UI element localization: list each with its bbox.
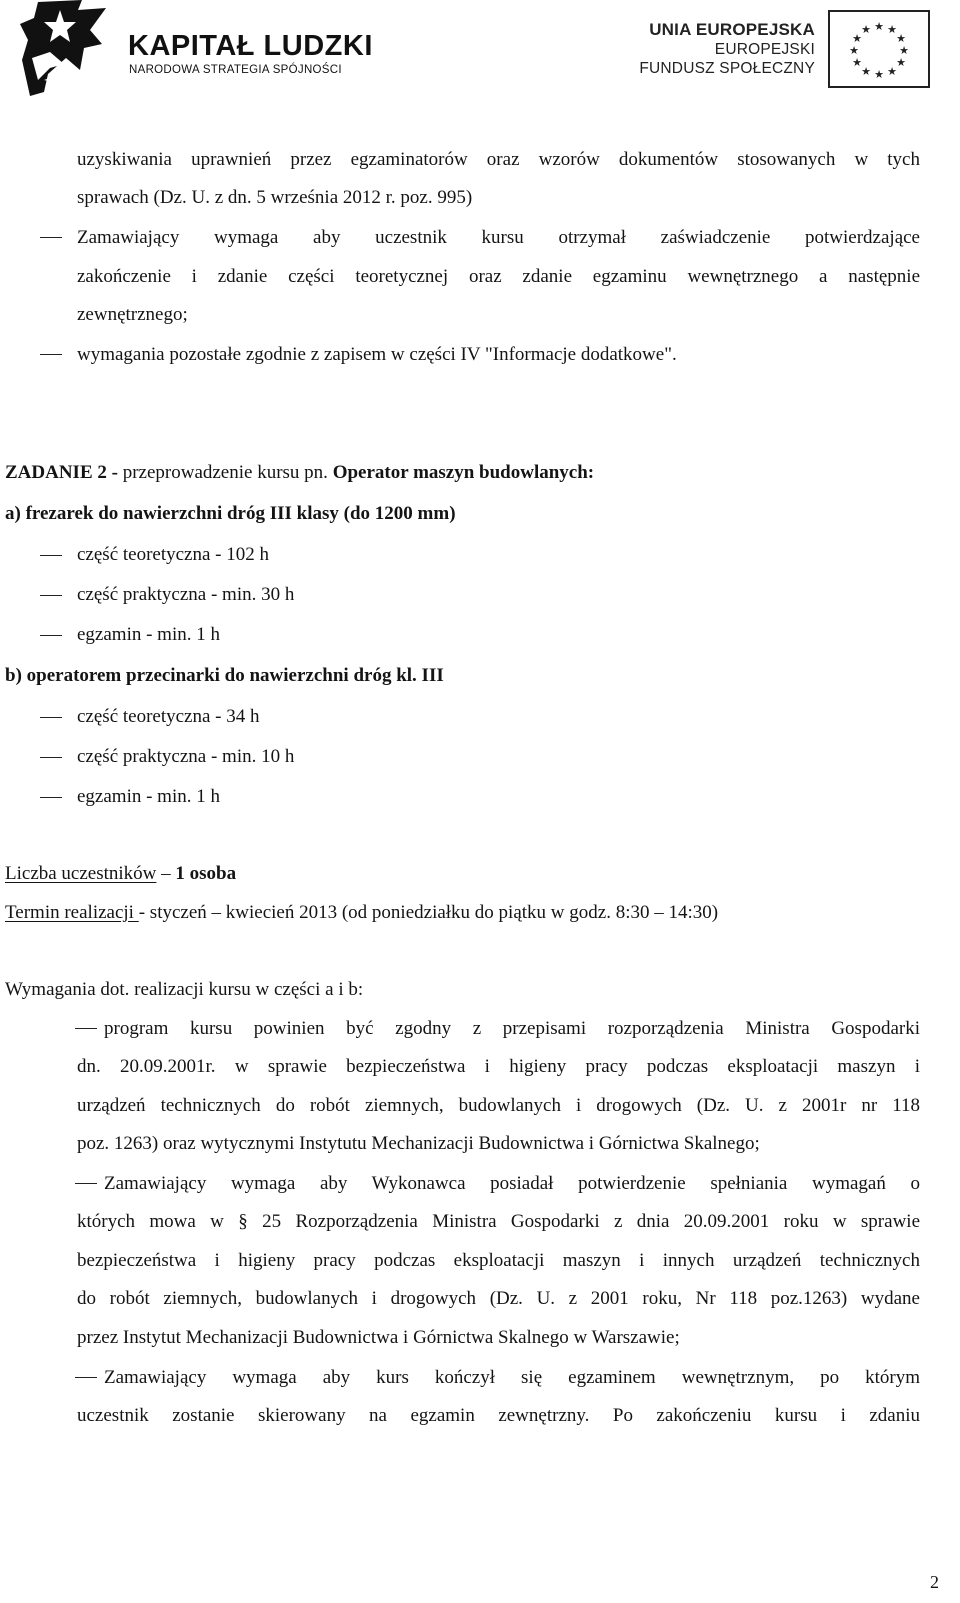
term-value: - styczeń – kwiecień 2013 (od poniedziałku do piątku w godz. 8:30 – 14:30) — [138, 902, 719, 923]
svg-text:★: ★ — [849, 44, 859, 57]
req-2-line-4: do robót ziemnych, budowlanych i drogowych (Dz. U. z 2001 roku, Nr 118 poz.1263) wydane — [77, 1288, 920, 1309]
bullet-dash — [40, 555, 62, 556]
bullet-dash — [40, 237, 62, 238]
eu-line-1: UNIA EUROPEJSKA — [649, 20, 815, 39]
svg-text:★: ★ — [852, 32, 862, 45]
bullet-dash — [40, 797, 62, 798]
kapital-ludzki-star-icon — [20, 0, 120, 100]
term-label: Termin realizacji — [5, 902, 139, 923]
req-1-line-1: program kursu powinien być zgodny z przepisami rozporządzenia Ministra Gospodarki — [104, 1018, 920, 1039]
svg-text:★: ★ — [874, 68, 884, 81]
req-3-line-2: uczestnik zostanie skierowany na egzamin zewnętrzny. Po zakończeniu kursu i zdaniu — [77, 1405, 920, 1426]
req-2-line-1: Zamawiający wymaga aby Wykonawca posiadał potwierdzenie spełniania wymagań o — [104, 1173, 920, 1194]
task-description: przeprowadzenie kursu pn. — [117, 462, 333, 483]
intro-line-1: uzyskiwania uprawnień przez egzaminatorów oraz wzorów dokumentów stosowanych w tych — [77, 149, 920, 170]
svg-text:★: ★ — [887, 23, 897, 36]
participants-row — [5, 862, 236, 886]
intro-line-2: sprawach (Dz. U. z dn. 5 września 2012 r. poz. 995) — [77, 187, 473, 208]
bullet-dash — [75, 1377, 97, 1378]
bullet-dash — [40, 635, 62, 636]
req-3-line-1: Zamawiający wymaga aby kurs kończył się egzaminem wewnętrznym, po którym — [104, 1367, 920, 1388]
task-heading — [5, 461, 594, 485]
page-header — [0, 0, 960, 110]
part-a-item: część praktyczna - min. 30 h — [77, 584, 295, 605]
part-a-item: egzamin - min. 1 h — [77, 624, 220, 645]
kapital-ludzki-title: KAPITAŁ LUDZKI — [128, 30, 373, 62]
eu-flag-icon — [828, 10, 930, 88]
participants-dash: – — [156, 863, 176, 884]
svg-text:★: ★ — [896, 32, 906, 45]
svg-text:★: ★ — [861, 23, 871, 36]
svg-text:★: ★ — [861, 65, 871, 78]
part-b-item: egzamin - min. 1 h — [77, 786, 220, 807]
bullet-2: wymagania pozostałe zgodnie z zapisem w części IV "Informacje dodatkowe". — [77, 344, 677, 365]
svg-text:★: ★ — [896, 56, 906, 69]
part-b-item: część praktyczna - min. 10 h — [77, 746, 295, 767]
kapital-ludzki-logo — [20, 0, 373, 100]
eu-logo-text — [639, 20, 815, 78]
req-2-line-5: przez Instytut Mechanizacji Budownictwa i Górnictwa Skalnego w Warszawie; — [77, 1327, 680, 1348]
part-b-title: b) operatorem przecinarki do nawierzchni dróg kl. III — [5, 665, 444, 686]
svg-text:★: ★ — [852, 56, 862, 69]
bullet-dash — [75, 1028, 97, 1029]
svg-text:★: ★ — [887, 65, 897, 78]
bullet-dash — [40, 354, 62, 355]
requirements-heading: Wymagania dot. realizacji kursu w części a i b: — [5, 979, 364, 1000]
term-row — [5, 901, 718, 925]
bullet-dash — [40, 757, 62, 758]
task-course-name: Operator maszyn budowlanych: — [332, 462, 595, 483]
task-label: ZADANIE 2 - — [5, 462, 118, 483]
svg-text:★: ★ — [899, 44, 909, 57]
bullet-1-line-3: zewnętrznego; — [77, 304, 188, 325]
part-b-item: część teoretyczna - 34 h — [77, 706, 260, 727]
eu-line-3: FUNDUSZ SPOŁECZNY — [639, 60, 815, 77]
req-1-line-3: urządzeń technicznych do robót ziemnych, budowlanych i drogowych (Dz. U. z 2001r nr 118 — [77, 1095, 920, 1116]
part-a-item: część teoretyczna - 102 h — [77, 544, 270, 565]
participants-value: 1 osoba — [175, 863, 237, 884]
svg-text:★: ★ — [874, 20, 884, 33]
bullet-1-line-2: zakończenie i zdanie części teoretycznej oraz zdanie egzaminu wewnętrznego a następnie — [77, 266, 920, 287]
bullet-dash — [75, 1183, 97, 1184]
kapital-ludzki-subtitle: NARODOWA STRATEGIA SPÓJNOŚCI — [129, 64, 342, 76]
eu-line-2: EUROPEJSKI — [714, 41, 815, 58]
req-2-line-2: których mowa w § 25 Rozporządzenia Ministra Gospodarki z dnia 20.09.2001 roku w sprawie — [77, 1211, 920, 1232]
participants-label: Liczba uczestników — [5, 863, 157, 884]
req-1-line-2: dn. 20.09.2001r. w sprawie bezpieczeństwa i higieny pracy podczas eksploatacji maszyn i — [77, 1056, 920, 1077]
req-1-line-4: poz. 1263) oraz wytycznymi Instytutu Mechanizacji Budownictwa i Górnictwa Skalnego; — [77, 1133, 760, 1154]
bullet-dash — [40, 595, 62, 596]
page-number: 2 — [930, 1572, 939, 1592]
req-2-line-3: bezpieczeństwa i higieny pracy podczas eksploatacji maszyn i innych urządzeń technicznych — [77, 1250, 920, 1271]
bullet-1-line-1: Zamawiający wymaga aby uczestnik kursu otrzymał zaświadczenie potwierdzające — [77, 227, 920, 248]
bullet-dash — [40, 717, 62, 718]
part-a-title: a) frezarek do nawierzchni dróg III klasy (do 1200 mm) — [5, 503, 456, 524]
